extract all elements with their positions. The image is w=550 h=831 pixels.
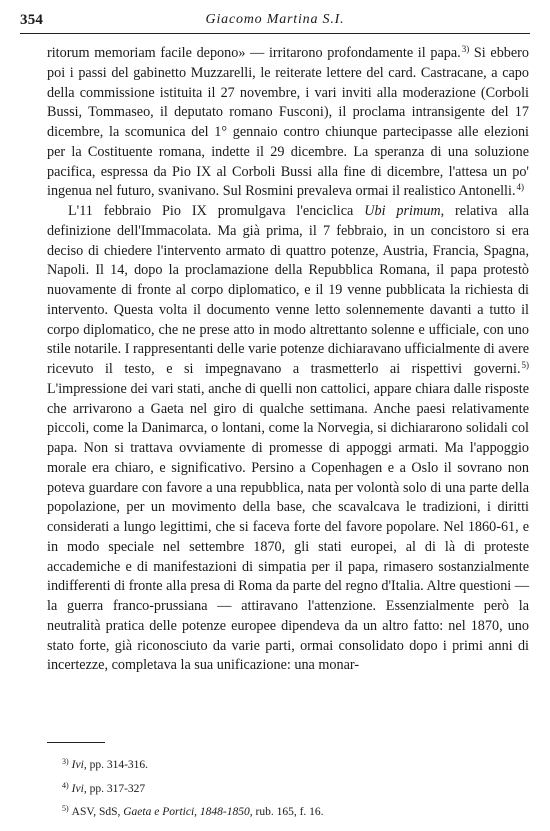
footnote-ref-3: 3)	[461, 44, 470, 54]
text-run: L'11 febbraio Pio IX promulgava l'enciclica	[68, 203, 365, 219]
footnote-cite: Ivi	[71, 782, 84, 795]
footnotes	[62, 752, 522, 823]
footnote-text: , pp. 314-316.	[83, 759, 149, 771]
page-header	[20, 12, 530, 30]
text-run: , relativa alla definizione dell'Immacolata. Ma già prima, il 7 febbraio, in un concistoro si era deciso di chiedere l'intervento armato di quattro potenze, Austria, Francia, Spagna, Napoli. Il 14, dopo la proclamazione della Repubblica Romana, il papa protestò nuovamente di fronte al corpo diplomatico, e il 19 venne pubblicata la richiesta di intervento. Questa volta il documento venne letto solennemente davanti a tutto il corpo diplomatico, che ne prese atto in modo altrettanto solenne e ufficiale, con uno stile notarile. I rappresentanti delle varie potenze dichiaravano ufficialmente di avere ricevuto il testo, e si impegnavano a trasmetterlo ai rispettivi governi.	[47, 203, 529, 377]
footnote-text: , pp. 317-327	[83, 782, 146, 795]
text-run: L'impressione dei vari stati, anche di quelli non cattolici, appare chiara dalle risposte che arrivarono a Gaeta nel giro di qualche settimana. Anche paesi relativamente piccoli, come la Danimarca, o lontani, come la Norvegia, si dichiararono solidali col papa. Non si trattava ovviamente di promesse di appoggi armati. Ma l'appoggio morale era chiaro, e significativo. Persino a Copenhagen e a Oslo il sovrano non poteva guardare con favore a una repubblica, nata per volontà solo di una parte della popolazione, per un movimento della base, che scavalcava le tradizioni, i diritti considerati a lungo legittimi, che si faceva forte del favore popolare. Nel 1860-61, e in modo speciale nel settembre 1870, gli stati europei, al di là di proteste accademiche e di manifestazioni di simpatia per il papa, rimasero sostanzialmente indifferenti di fronte alla presa di Roma da parte del regno d'Italia. Altre questioni — la guerra franco-prussiana — attiravano l'attenzione. Essenzialmente però la neutralità pratica delle potenze europee dipendeva da un altro fatto: nel 1870, uno stato forte, già riconosciuto da varie parti, ormai consolidato dopo i primi anni di incertezze, completava la sua unificazione: una monar-	[47, 380, 529, 674]
footnote-4	[62, 776, 522, 800]
encyclical-title: Ubi primum	[364, 203, 441, 219]
footnote-text: , rub. 165, f. 16.	[249, 806, 324, 818]
footnote-number: 3)	[62, 757, 69, 766]
footnote-cite: Ivi	[71, 759, 84, 771]
body-text	[47, 44, 529, 676]
footnote-ref-4: 4)	[516, 182, 524, 193]
footnote-number: 4)	[62, 780, 69, 790]
footnote-cite: Gaeta e Portici, 1848-1850	[123, 806, 250, 818]
footnote-5	[62, 799, 522, 823]
footnote-number: 5)	[62, 804, 69, 813]
footnote-text: ASV, SdS,	[71, 806, 124, 818]
footnote-3	[62, 752, 522, 776]
running-title: Giacomo Martina S.I.	[205, 12, 345, 27]
text-run: Si ebbero poi i passi del gabinetto Muzzarelli, le reiterate lettere del card. Castracane, a capo della commissione istituita il 27 novembre, i vari inviti alla moderazione (Corboli Bussi, Tommaseo, il deputato romano Fusconi), il proclama intransigente del 17 dicembre, la scomunica del 1° gennaio contro chiunque partecipasse alle elezioni per la Costituente romana, indette il 29 dicembre. La speranza di una soluzione pacifica, espressa da Pio IX al Corboli Bussi alla fine di dicembre, l'attesa un po' ingenua nel futuro, svanivano. Sul Rosmini prevaleva ormai il realistico Antonelli.	[47, 45, 530, 200]
footnote-rule	[47, 742, 105, 743]
footnote-ref-5: 5)	[521, 360, 529, 370]
paragraph-2	[47, 202, 529, 676]
paragraph-1	[47, 44, 529, 202]
text-run: ritorum memoriam facile depono» — irritarono profondamente il papa.	[47, 45, 461, 61]
header-rule	[20, 33, 530, 34]
page-number: 354	[20, 12, 44, 28]
